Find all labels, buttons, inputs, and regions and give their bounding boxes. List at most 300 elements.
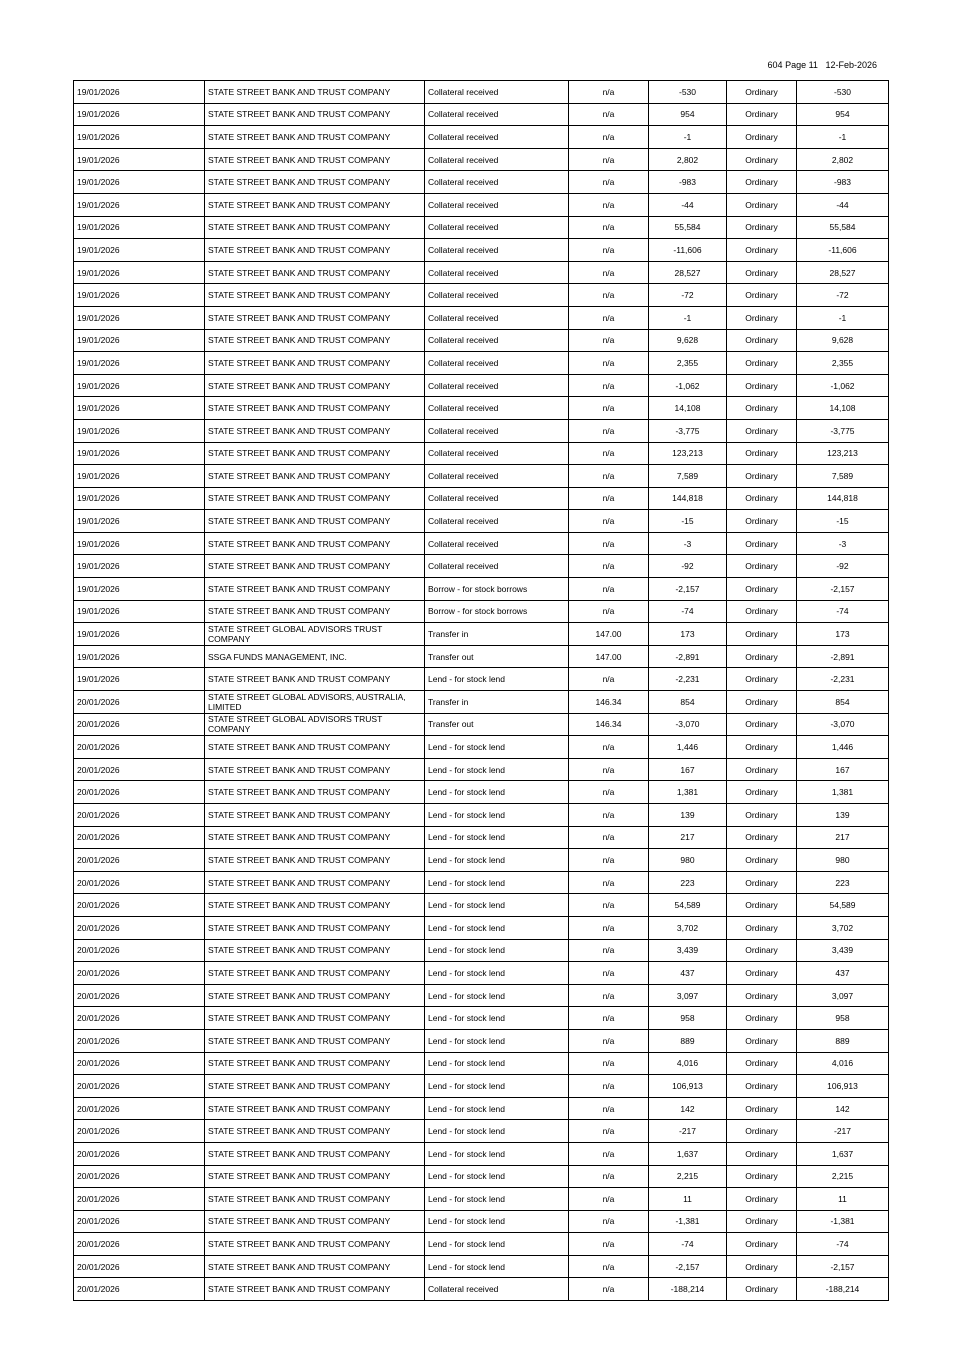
date-cell: 19/01/2026 [74, 329, 205, 352]
nature-of-change-cell: Collateral received [425, 284, 569, 307]
quantity-cell: -72 [649, 284, 727, 307]
consideration-cell: n/a [569, 894, 649, 917]
table-row [74, 758, 889, 781]
entity-cell: STATE STREET BANK AND TRUST COMPANY [205, 487, 425, 510]
entity-cell: STATE STREET BANK AND TRUST COMPANY [205, 1210, 425, 1233]
quantity-cell: 173 [649, 623, 727, 646]
security-class-cell: Ordinary [727, 849, 797, 872]
form-page-label: 604 Page 11 [767, 60, 818, 70]
entity-cell: STATE STREET BANK AND TRUST COMPANY [205, 126, 425, 149]
table-row [74, 623, 889, 646]
entity-cell: STATE STREET BANK AND TRUST COMPANY [205, 1188, 425, 1211]
votes-affected-cell: 3,702 [797, 916, 889, 939]
security-class-cell: Ordinary [727, 239, 797, 262]
nature-of-change-cell: Collateral received [425, 1278, 569, 1301]
consideration-cell: n/a [569, 871, 649, 894]
date-cell: 19/01/2026 [74, 555, 205, 578]
consideration-cell: n/a [569, 939, 649, 962]
nature-of-change-cell: Collateral received [425, 216, 569, 239]
security-class-cell: Ordinary [727, 284, 797, 307]
votes-affected-cell: -11,606 [797, 239, 889, 262]
entity-cell: STATE STREET BANK AND TRUST COMPANY [205, 1142, 425, 1165]
nature-of-change-cell: Lend - for stock lend [425, 1075, 569, 1098]
table-row [74, 306, 889, 329]
security-class-cell: Ordinary [727, 352, 797, 375]
consideration-cell: n/a [569, 1255, 649, 1278]
table-row [74, 1142, 889, 1165]
security-class-cell: Ordinary [727, 374, 797, 397]
table-row [74, 916, 889, 939]
table-row [74, 1029, 889, 1052]
consideration-cell: n/a [569, 284, 649, 307]
nature-of-change-cell: Lend - for stock lend [425, 939, 569, 962]
votes-affected-cell: -3 [797, 532, 889, 555]
quantity-cell: -92 [649, 555, 727, 578]
votes-affected-cell: 144,818 [797, 487, 889, 510]
quantity-cell: -1,062 [649, 374, 727, 397]
entity-cell: STATE STREET BANK AND TRUST COMPANY [205, 758, 425, 781]
consideration-cell: n/a [569, 1278, 649, 1301]
quantity-cell: 1,381 [649, 781, 727, 804]
quantity-cell: -1 [649, 126, 727, 149]
transactions-table [73, 80, 889, 1301]
quantity-cell: 854 [649, 691, 727, 714]
date-cell: 20/01/2026 [74, 1120, 205, 1143]
table-row [74, 600, 889, 623]
quantity-cell: -2,157 [649, 578, 727, 601]
entity-cell: STATE STREET BANK AND TRUST COMPANY [205, 419, 425, 442]
nature-of-change-cell: Transfer in [425, 623, 569, 646]
date-cell: 20/01/2026 [74, 1075, 205, 1098]
quantity-cell: 167 [649, 758, 727, 781]
table-row [74, 487, 889, 510]
entity-cell: STATE STREET BANK AND TRUST COMPANY [205, 1278, 425, 1301]
votes-affected-cell: 139 [797, 804, 889, 827]
security-class-cell: Ordinary [727, 261, 797, 284]
consideration-cell: n/a [569, 758, 649, 781]
entity-cell: STATE STREET BANK AND TRUST COMPANY [205, 193, 425, 216]
date-cell: 20/01/2026 [74, 1233, 205, 1256]
table-row [74, 645, 889, 668]
nature-of-change-cell: Lend - for stock lend [425, 962, 569, 985]
nature-of-change-cell: Lend - for stock lend [425, 1097, 569, 1120]
consideration-cell: n/a [569, 1007, 649, 1030]
consideration-cell: n/a [569, 984, 649, 1007]
date-cell: 20/01/2026 [74, 1255, 205, 1278]
nature-of-change-cell: Collateral received [425, 306, 569, 329]
quantity-cell: 3,097 [649, 984, 727, 1007]
table-row [74, 1210, 889, 1233]
security-class-cell: Ordinary [727, 668, 797, 691]
date-cell: 19/01/2026 [74, 81, 205, 104]
table-row [74, 126, 889, 149]
consideration-cell: n/a [569, 487, 649, 510]
table-row [74, 284, 889, 307]
votes-affected-cell: 9,628 [797, 329, 889, 352]
table-row [74, 329, 889, 352]
votes-affected-cell: -530 [797, 81, 889, 104]
votes-affected-cell: 54,589 [797, 894, 889, 917]
nature-of-change-cell: Lend - for stock lend [425, 849, 569, 872]
consideration-cell: 147.00 [569, 645, 649, 668]
consideration-cell: n/a [569, 126, 649, 149]
consideration-cell: n/a [569, 419, 649, 442]
votes-affected-cell: 7,589 [797, 465, 889, 488]
votes-affected-cell: 889 [797, 1029, 889, 1052]
quantity-cell: 2,355 [649, 352, 727, 375]
table-row [74, 103, 889, 126]
table-row [74, 1188, 889, 1211]
date-cell: 20/01/2026 [74, 1052, 205, 1075]
nature-of-change-cell: Collateral received [425, 532, 569, 555]
consideration-cell: n/a [569, 1210, 649, 1233]
entity-cell: STATE STREET BANK AND TRUST COMPANY [205, 1075, 425, 1098]
date-cell: 19/01/2026 [74, 261, 205, 284]
consideration-cell: n/a [569, 1052, 649, 1075]
nature-of-change-cell: Lend - for stock lend [425, 1120, 569, 1143]
date-cell: 19/01/2026 [74, 668, 205, 691]
consideration-cell: n/a [569, 329, 649, 352]
security-class-cell: Ordinary [727, 826, 797, 849]
entity-cell: STATE STREET BANK AND TRUST COMPANY [205, 894, 425, 917]
table-row [74, 148, 889, 171]
consideration-cell: n/a [569, 555, 649, 578]
quantity-cell: 54,589 [649, 894, 727, 917]
security-class-cell: Ordinary [727, 126, 797, 149]
consideration-cell: n/a [569, 781, 649, 804]
nature-of-change-cell: Collateral received [425, 352, 569, 375]
entity-cell: STATE STREET BANK AND TRUST COMPANY [205, 736, 425, 759]
votes-affected-cell: 2,215 [797, 1165, 889, 1188]
date-cell: 19/01/2026 [74, 103, 205, 126]
votes-affected-cell: 958 [797, 1007, 889, 1030]
table-row [74, 397, 889, 420]
security-class-cell: Ordinary [727, 103, 797, 126]
table-row [74, 1007, 889, 1030]
entity-cell: STATE STREET BANK AND TRUST COMPANY [205, 148, 425, 171]
quantity-cell: -983 [649, 171, 727, 194]
date-cell: 20/01/2026 [74, 804, 205, 827]
table-row [74, 736, 889, 759]
entity-cell: STATE STREET GLOBAL ADVISORS TRUST COMPANY [205, 713, 425, 736]
quantity-cell: 14,108 [649, 397, 727, 420]
consideration-cell: n/a [569, 916, 649, 939]
security-class-cell: Ordinary [727, 216, 797, 239]
nature-of-change-cell: Lend - for stock lend [425, 1007, 569, 1030]
table-row [74, 871, 889, 894]
votes-affected-cell: 55,584 [797, 216, 889, 239]
nature-of-change-cell: Lend - for stock lend [425, 1210, 569, 1233]
votes-affected-cell: -3,775 [797, 419, 889, 442]
nature-of-change-cell: Lend - for stock lend [425, 984, 569, 1007]
consideration-cell: n/a [569, 600, 649, 623]
votes-affected-cell: 106,913 [797, 1075, 889, 1098]
entity-cell: SSGA FUNDS MANAGEMENT, INC. [205, 645, 425, 668]
consideration-cell: n/a [569, 1188, 649, 1211]
consideration-cell: n/a [569, 352, 649, 375]
consideration-cell: n/a [569, 1233, 649, 1256]
table-row [74, 1097, 889, 1120]
security-class-cell: Ordinary [727, 623, 797, 646]
security-class-cell: Ordinary [727, 81, 797, 104]
security-class-cell: Ordinary [727, 193, 797, 216]
quantity-cell: 55,584 [649, 216, 727, 239]
votes-affected-cell: -74 [797, 1233, 889, 1256]
nature-of-change-cell: Collateral received [425, 171, 569, 194]
quantity-cell: 9,628 [649, 329, 727, 352]
nature-of-change-cell: Lend - for stock lend [425, 736, 569, 759]
table-row [74, 374, 889, 397]
votes-affected-cell: 437 [797, 962, 889, 985]
consideration-cell: n/a [569, 103, 649, 126]
nature-of-change-cell: Lend - for stock lend [425, 1052, 569, 1075]
consideration-cell: n/a [569, 465, 649, 488]
table-row [74, 171, 889, 194]
quantity-cell: -74 [649, 1233, 727, 1256]
entity-cell: STATE STREET BANK AND TRUST COMPANY [205, 962, 425, 985]
security-class-cell: Ordinary [727, 1142, 797, 1165]
votes-affected-cell: 954 [797, 103, 889, 126]
votes-affected-cell: 11 [797, 1188, 889, 1211]
table-row [74, 261, 889, 284]
consideration-cell: 147.00 [569, 623, 649, 646]
consideration-cell: n/a [569, 148, 649, 171]
entity-cell: STATE STREET BANK AND TRUST COMPANY [205, 284, 425, 307]
security-class-cell: Ordinary [727, 465, 797, 488]
votes-affected-cell: 1,637 [797, 1142, 889, 1165]
date-cell: 20/01/2026 [74, 736, 205, 759]
security-class-cell: Ordinary [727, 532, 797, 555]
nature-of-change-cell: Collateral received [425, 374, 569, 397]
date-cell: 19/01/2026 [74, 442, 205, 465]
date-cell: 20/01/2026 [74, 691, 205, 714]
security-class-cell: Ordinary [727, 397, 797, 420]
date-cell: 20/01/2026 [74, 939, 205, 962]
quantity-cell: 980 [649, 849, 727, 872]
quantity-cell: 2,802 [649, 148, 727, 171]
security-class-cell: Ordinary [727, 984, 797, 1007]
date-cell: 19/01/2026 [74, 284, 205, 307]
votes-affected-cell: -3,070 [797, 713, 889, 736]
quantity-cell: 28,527 [649, 261, 727, 284]
security-class-cell: Ordinary [727, 600, 797, 623]
consideration-cell: n/a [569, 804, 649, 827]
security-class-cell: Ordinary [727, 645, 797, 668]
table-row [74, 1120, 889, 1143]
nature-of-change-cell: Collateral received [425, 239, 569, 262]
date-cell: 19/01/2026 [74, 645, 205, 668]
date-cell: 20/01/2026 [74, 1097, 205, 1120]
nature-of-change-cell: Lend - for stock lend [425, 804, 569, 827]
security-class-cell: Ordinary [727, 962, 797, 985]
date-cell: 19/01/2026 [74, 465, 205, 488]
security-class-cell: Ordinary [727, 1188, 797, 1211]
votes-affected-cell: 217 [797, 826, 889, 849]
nature-of-change-cell: Lend - for stock lend [425, 1188, 569, 1211]
entity-cell: STATE STREET BANK AND TRUST COMPANY [205, 374, 425, 397]
date-cell: 19/01/2026 [74, 171, 205, 194]
entity-cell: STATE STREET BANK AND TRUST COMPANY [205, 600, 425, 623]
consideration-cell: 146.34 [569, 691, 649, 714]
table-row [74, 442, 889, 465]
table-row [74, 668, 889, 691]
date-cell: 19/01/2026 [74, 578, 205, 601]
votes-affected-cell: -1 [797, 306, 889, 329]
table-row [74, 849, 889, 872]
security-class-cell: Ordinary [727, 1120, 797, 1143]
entity-cell: STATE STREET BANK AND TRUST COMPANY [205, 804, 425, 827]
entity-cell: STATE STREET BANK AND TRUST COMPANY [205, 329, 425, 352]
quantity-cell: 123,213 [649, 442, 727, 465]
security-class-cell: Ordinary [727, 1210, 797, 1233]
table-row [74, 239, 889, 262]
security-class-cell: Ordinary [727, 148, 797, 171]
entity-cell: STATE STREET BANK AND TRUST COMPANY [205, 1029, 425, 1052]
consideration-cell: n/a [569, 171, 649, 194]
entity-cell: STATE STREET BANK AND TRUST COMPANY [205, 532, 425, 555]
entity-cell: STATE STREET BANK AND TRUST COMPANY [205, 1120, 425, 1143]
nature-of-change-cell: Lend - for stock lend [425, 1029, 569, 1052]
quantity-cell: 7,589 [649, 465, 727, 488]
entity-cell: STATE STREET BANK AND TRUST COMPANY [205, 555, 425, 578]
table-row [74, 804, 889, 827]
nature-of-change-cell: Collateral received [425, 103, 569, 126]
votes-affected-cell: -74 [797, 600, 889, 623]
date-cell: 20/01/2026 [74, 1188, 205, 1211]
entity-cell: STATE STREET BANK AND TRUST COMPANY [205, 103, 425, 126]
table-row [74, 532, 889, 555]
votes-affected-cell: -72 [797, 284, 889, 307]
nature-of-change-cell: Borrow - for stock borrows [425, 578, 569, 601]
nature-of-change-cell: Lend - for stock lend [425, 1142, 569, 1165]
date-cell: 19/01/2026 [74, 600, 205, 623]
votes-affected-cell: -2,157 [797, 1255, 889, 1278]
entity-cell: STATE STREET BANK AND TRUST COMPANY [205, 306, 425, 329]
date-cell: 20/01/2026 [74, 713, 205, 736]
date-cell: 20/01/2026 [74, 984, 205, 1007]
table-row [74, 1233, 889, 1256]
quantity-cell: -1 [649, 306, 727, 329]
security-class-cell: Ordinary [727, 894, 797, 917]
consideration-cell: n/a [569, 239, 649, 262]
table-row [74, 1278, 889, 1301]
votes-affected-cell: 2,355 [797, 352, 889, 375]
nature-of-change-cell: Collateral received [425, 329, 569, 352]
table-row [74, 81, 889, 104]
consideration-cell: n/a [569, 849, 649, 872]
entity-cell: STATE STREET BANK AND TRUST COMPANY [205, 510, 425, 533]
entity-cell: STATE STREET GLOBAL ADVISORS TRUST COMPANY [205, 623, 425, 646]
table-row [74, 419, 889, 442]
entity-cell: STATE STREET GLOBAL ADVISORS, AUSTRALIA, LIMITED [205, 691, 425, 714]
table-row [74, 781, 889, 804]
table-row [74, 962, 889, 985]
table-row [74, 578, 889, 601]
consideration-cell: n/a [569, 1075, 649, 1098]
quantity-cell: -1,381 [649, 1210, 727, 1233]
date-cell: 20/01/2026 [74, 758, 205, 781]
table-row [74, 465, 889, 488]
votes-affected-cell: 854 [797, 691, 889, 714]
page-header [600, 60, 877, 70]
security-class-cell: Ordinary [727, 442, 797, 465]
entity-cell: STATE STREET BANK AND TRUST COMPANY [205, 442, 425, 465]
entity-cell: STATE STREET BANK AND TRUST COMPANY [205, 1165, 425, 1188]
consideration-cell: n/a [569, 81, 649, 104]
security-class-cell: Ordinary [727, 487, 797, 510]
nature-of-change-cell: Transfer out [425, 713, 569, 736]
votes-affected-cell: 28,527 [797, 261, 889, 284]
entity-cell: STATE STREET BANK AND TRUST COMPANY [205, 216, 425, 239]
table-row [74, 1052, 889, 1075]
nature-of-change-cell: Collateral received [425, 148, 569, 171]
date-cell: 20/01/2026 [74, 781, 205, 804]
quantity-cell: 1,446 [649, 736, 727, 759]
votes-affected-cell: 3,097 [797, 984, 889, 1007]
date-cell: 19/01/2026 [74, 126, 205, 149]
quantity-cell: 11 [649, 1188, 727, 1211]
table-body [74, 81, 889, 1301]
entity-cell: STATE STREET BANK AND TRUST COMPANY [205, 171, 425, 194]
security-class-cell: Ordinary [727, 555, 797, 578]
votes-affected-cell: 142 [797, 1097, 889, 1120]
date-cell: 20/01/2026 [74, 849, 205, 872]
votes-affected-cell: 2,802 [797, 148, 889, 171]
votes-affected-cell: 3,439 [797, 939, 889, 962]
security-class-cell: Ordinary [727, 578, 797, 601]
table-row [74, 713, 889, 736]
entity-cell: STATE STREET BANK AND TRUST COMPANY [205, 1097, 425, 1120]
consideration-cell: n/a [569, 261, 649, 284]
votes-affected-cell: 1,381 [797, 781, 889, 804]
nature-of-change-cell: Transfer out [425, 645, 569, 668]
nature-of-change-cell: Collateral received [425, 465, 569, 488]
quantity-cell: 144,818 [649, 487, 727, 510]
votes-affected-cell: -217 [797, 1120, 889, 1143]
entity-cell: STATE STREET BANK AND TRUST COMPANY [205, 1233, 425, 1256]
security-class-cell: Ordinary [727, 1255, 797, 1278]
votes-affected-cell: -15 [797, 510, 889, 533]
nature-of-change-cell: Collateral received [425, 555, 569, 578]
security-class-cell: Ordinary [727, 1007, 797, 1030]
nature-of-change-cell: Lend - for stock lend [425, 781, 569, 804]
entity-cell: STATE STREET BANK AND TRUST COMPANY [205, 261, 425, 284]
quantity-cell: 1,637 [649, 1142, 727, 1165]
entity-cell: STATE STREET BANK AND TRUST COMPANY [205, 1007, 425, 1030]
votes-affected-cell: -44 [797, 193, 889, 216]
security-class-cell: Ordinary [727, 781, 797, 804]
votes-affected-cell: 14,108 [797, 397, 889, 420]
quantity-cell: -530 [649, 81, 727, 104]
date-cell: 20/01/2026 [74, 1142, 205, 1165]
date-cell: 19/01/2026 [74, 374, 205, 397]
security-class-cell: Ordinary [727, 171, 797, 194]
quantity-cell: -3,070 [649, 713, 727, 736]
entity-cell: STATE STREET BANK AND TRUST COMPANY [205, 1255, 425, 1278]
date-cell: 20/01/2026 [74, 1210, 205, 1233]
quantity-cell: 2,215 [649, 1165, 727, 1188]
consideration-cell: n/a [569, 1097, 649, 1120]
quantity-cell: -11,606 [649, 239, 727, 262]
table-row [74, 193, 889, 216]
entity-cell: STATE STREET BANK AND TRUST COMPANY [205, 465, 425, 488]
date-cell: 20/01/2026 [74, 1029, 205, 1052]
quantity-cell: 139 [649, 804, 727, 827]
quantity-cell: -3 [649, 532, 727, 555]
entity-cell: STATE STREET BANK AND TRUST COMPANY [205, 1052, 425, 1075]
table-row [74, 216, 889, 239]
consideration-cell: n/a [569, 668, 649, 691]
